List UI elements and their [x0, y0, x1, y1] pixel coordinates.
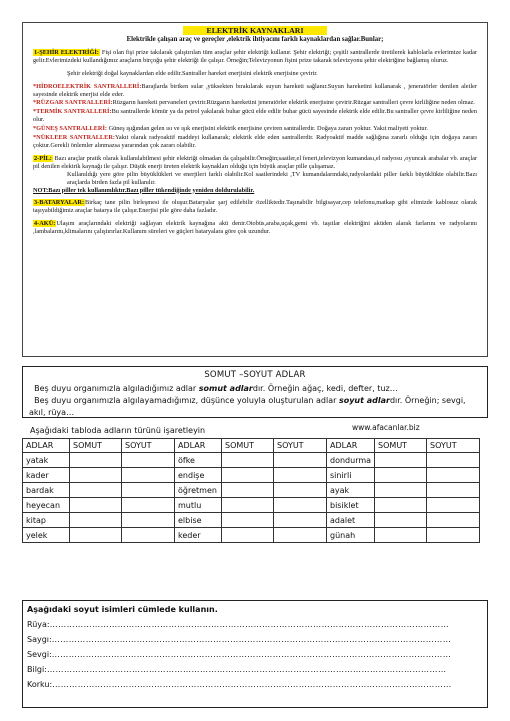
section-gunes: *GÜNEŞ SANTRALLERİ: Güneş ışığından gelen ısı ve ışık enerjisini elektrik enerjisine çeviren santrallerdir. Doğaya zararı yoktur. Yakıt maliyeti yoktur.	[33, 125, 428, 133]
somut-checkbox-cell[interactable]	[222, 468, 274, 483]
col-header: SOMUT	[375, 439, 427, 453]
soyut-checkbox-cell[interactable]	[122, 513, 175, 528]
soyut-checkbox-cell[interactable]	[427, 513, 480, 528]
somut-checkbox-cell[interactable]	[375, 528, 427, 543]
section-sehir-elektrigi: 1-ŞEHİR ELEKTRİĞİ: Fişi olan fişi prize takılarak çalıştırılan tüm araçlar şehir elektriği kullanır. Şehir elektriği; çeşitli santrallerde üretilerek kablolarla evlerimize kadar gelir.Evlerimizdeki kullandığımız araçların birçoğu şehir elektriği ile çalışır. Örneğin;Televizyonun fişini prize takarak televizyonu şehir elektriğine bağlamış oluruz.	[33, 48, 477, 64]
soyut-checkbox-cell[interactable]	[274, 453, 327, 468]
somut-checkbox-cell[interactable]	[375, 453, 427, 468]
sentence-line[interactable]: Rüya:……………………………………………………………………………………………………………………………	[27, 620, 450, 629]
somut-checkbox-cell[interactable]	[375, 483, 427, 498]
noun-cell: adalet	[327, 513, 375, 528]
table-row	[23, 483, 480, 498]
soyut-checkbox-cell[interactable]	[122, 498, 175, 513]
somut-definition: Beş duyu organımızla algıladığımız adlar somut adlardır. Örneğin ağaç, kedi, defter, tuz…	[34, 384, 398, 393]
noun-cell: endişe	[175, 468, 222, 483]
somut-checkbox-cell[interactable]	[222, 513, 274, 528]
col-header: ADLAR	[327, 439, 375, 453]
somut-checkbox-cell[interactable]	[70, 528, 122, 543]
noun-cell: mutlu	[175, 498, 222, 513]
somut-checkbox-cell[interactable]	[70, 483, 122, 498]
soyut-checkbox-cell[interactable]	[122, 453, 175, 468]
soyut-checkbox-cell[interactable]	[274, 528, 327, 543]
soyut-checkbox-cell[interactable]	[427, 468, 480, 483]
somut-checkbox-cell[interactable]	[222, 528, 274, 543]
noun-cell: sinirli	[327, 468, 375, 483]
soyut-checkbox-cell[interactable]	[274, 483, 327, 498]
noun-cell: kitap	[23, 513, 70, 528]
section-pil: 2-PİL: Bazı araçlar pratik olarak kullanılabilmesi şehir elektriği olmadan da çalışabilir.Örneğin;saatler,el feneri,televizyon kumandası,el radyosu ,oyuncak arabalar vb. araçlar pil denilen elektrik kaynağı ile çalışır. Düşük enerji üreten elektrik kaynakları olduğu için büyük araçlar pille çalışamaz. Kullanıldığı yere göre pilin büyüklükleri ve enerjileri farklı olabilir.Kol saatlerindeki ,TV kumandalarındaki,radyolardaki piller farklı büyüklükte olabilir.Bazı araçlarda birden fazla pil kullanılır. NOT:Bazı piller tek kullanımlıktır.Bazı piller tükendiğinde yeniden doldurulabilir.	[33, 154, 477, 194]
table-row	[23, 513, 480, 528]
section-sehir-elektrigi-note: Şehir elektriği doğal kaynaklardan elde edilir.Santraller hareket enerjisini elektrik enerjisine çevirir.	[67, 69, 318, 77]
soyut-checkbox-cell[interactable]	[122, 483, 175, 498]
noun-cell: dondurma	[327, 453, 375, 468]
soyut-checkbox-cell[interactable]	[274, 513, 327, 528]
noun-cell: yatak	[23, 453, 70, 468]
sentence-line[interactable]: Sevgi:……………………………………………………………………………………………………………………………	[27, 650, 452, 659]
somut-checkbox-cell[interactable]	[222, 483, 274, 498]
col-header: ADLAR	[23, 439, 70, 453]
table-row	[23, 468, 480, 483]
soyut-checkbox-cell[interactable]	[427, 483, 480, 498]
soyut-checkbox-cell[interactable]	[427, 453, 480, 468]
somut-checkbox-cell[interactable]	[375, 513, 427, 528]
table-row	[23, 453, 480, 468]
noun-cell: öğretmen	[175, 483, 222, 498]
soyut-checkbox-cell[interactable]	[274, 498, 327, 513]
soyut-definition: Beş duyu organımızla algılayamadığımız, düşünce yoluyla oluşturulan adlar soyut adlardır. Örneğin; sevgi, akıl, rüya…	[29, 396, 466, 417]
sentence-exercise-box	[22, 600, 488, 708]
somut-soyut-box	[22, 366, 488, 418]
sentence-line[interactable]: Bilgi:……………………………………………………………………………………………………………………………	[27, 665, 447, 674]
section-nukleer: *NÜKLEER SANTRALLER:Yakıt olarak radyoaktif maddeyi kullanarak; elektrik elde eden santrallerdir. Radyoaktif madde sağlığına zararlı olduğu için doğaya zararı çoktur.Gerekli önlemler alınmazsa yararından çok zararı olabilir.	[33, 134, 478, 149]
col-header: SOYUT	[122, 439, 175, 453]
somut-checkbox-cell[interactable]	[70, 453, 122, 468]
section-hidroelektrik: *HİDROELEKTRİK SANTRALLERİ:Barajlarda biriken sular ,yüksekten bırakılarak suyun hareketi sağlanır.Suyun hareketini kullanarak , jeneratörler denilen aletler sayesinde elektrik enerjisi elde eder.	[33, 82, 477, 98]
noun-cell: günah	[327, 528, 375, 543]
section-aku: 4-AKÜ:Ulaşım araçlarındaki elektriği sağlayan elektrik kaynağına akü denir.Otobüs,araba,uçak,gemi vb. taşıtlar elektriğini aküden alarak farlarını ve radyolarını ,lambalarını,klimalarını çalıştırırlar.Kullanım süreleri ve güçleri bataryalara göre çok uzundur.	[33, 220, 477, 236]
section-ruzgar: *RÜZGAR SANTRALLERİ:Rüzgarın hareketi pervaneleri çevirir.Rüzgarın hareketini jeneratörler elektrik enerjisine çevirir.Rüzgar santralleri çevre kirliliğine neden olmaz.	[33, 99, 475, 107]
noun-type-table	[22, 438, 480, 543]
somut-checkbox-cell[interactable]	[70, 513, 122, 528]
site-url: www.afacanlar.biz	[352, 423, 420, 432]
reading-subtitle: Elektrikle çalışan araç ve gereçler ,elektrik ihtiyacını farklı kaynaklardan sağlar.Bunlar;	[126, 36, 384, 43]
section-bataryalar: 3-BATARYALAR:Birkaç tane pilin birleşmesi ile oluşur.Bataryalar şarj edilebilir özelliktedir.Taşınabilir bilgisayar,cep telefonu,matkap gibi elimizde kablosuz olarak taşıyabildiğimiz araçlar batarya ile çalışır.Enerjisi pile göre daha fazladır.	[33, 199, 477, 215]
soyut-checkbox-cell[interactable]	[122, 528, 175, 543]
soyut-checkbox-cell[interactable]	[427, 498, 480, 513]
pil-note: NOT:Bazı piller tek kullanımlıktır.Bazı piller tükendiğinde yeniden doldurulabilir.	[33, 186, 255, 194]
noun-cell: öfke	[175, 453, 222, 468]
somut-soyut-title: SOMUT –SOYUT ADLAR	[204, 370, 306, 380]
noun-cell: elbise	[175, 513, 222, 528]
reading-text-box	[22, 22, 488, 357]
noun-cell: kader	[23, 468, 70, 483]
reading-title: ELEKTRİK KAYNAKLARI	[183, 26, 327, 35]
somut-checkbox-cell[interactable]	[70, 468, 122, 483]
somut-checkbox-cell[interactable]	[375, 498, 427, 513]
somut-checkbox-cell[interactable]	[70, 498, 122, 513]
col-header: SOYUT	[427, 439, 480, 453]
sentence-exercise-title: Aşağıdaki soyut isimleri cümlede kullanın.	[27, 605, 218, 614]
noun-cell: ayak	[327, 483, 375, 498]
table-instruction: Aşağıdaki tabloda adların türünü işaretleyin	[30, 426, 206, 435]
col-header: ADLAR	[175, 439, 222, 453]
noun-cell: bardak	[23, 483, 70, 498]
table-header-row	[23, 439, 480, 453]
col-header: SOMUT	[70, 439, 122, 453]
section-termik: *TERMİK SANTRALLERİ:Bu santrallerde kömür ya da petrol yakılarak buhar gücü elde edilir buhar gücü sayesinde elektrik elde edilir.Bu santraller çevre kirliliğine neden olur.	[33, 108, 477, 124]
col-header: SOMUT	[222, 439, 274, 453]
somut-checkbox-cell[interactable]	[222, 498, 274, 513]
noun-cell: yelek	[23, 528, 70, 543]
col-header: SOYUT	[274, 439, 327, 453]
soyut-checkbox-cell[interactable]	[122, 468, 175, 483]
noun-cell: keder	[175, 528, 222, 543]
somut-checkbox-cell[interactable]	[375, 468, 427, 483]
soyut-checkbox-cell[interactable]	[427, 528, 480, 543]
soyut-checkbox-cell[interactable]	[274, 468, 327, 483]
somut-checkbox-cell[interactable]	[222, 453, 274, 468]
table-row	[23, 528, 480, 543]
sentence-line[interactable]: Korku:……………………………………………………………………………………………………………………………	[27, 680, 452, 689]
table-row	[23, 498, 480, 513]
noun-cell: heyecan	[23, 498, 70, 513]
noun-cell: bisiklet	[327, 498, 375, 513]
sentence-line[interactable]: Saygı:……………………………………………………………………………………………………………………………	[27, 635, 452, 644]
